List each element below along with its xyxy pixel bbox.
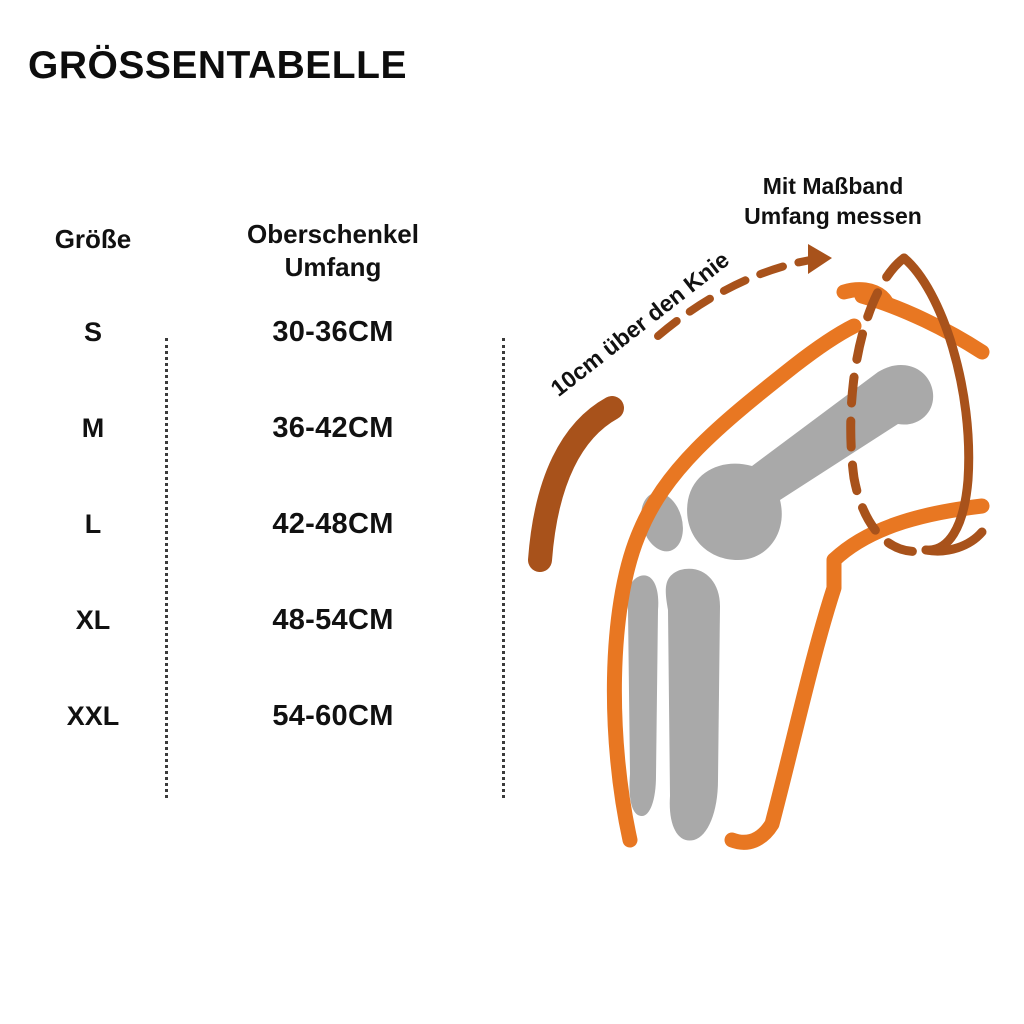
brace-upper-back [862,296,982,352]
table-row [18,381,498,477]
arrow-head-icon [808,244,832,274]
table-separator-right [502,338,505,798]
cell-circumference: 54-60CM [272,700,394,733]
cell-size: XL [75,605,111,636]
fibula-bone [628,575,659,816]
note-measure-line1: Mit Maßband [762,173,904,199]
table-separator-left [165,338,168,798]
column-header-circumference-line1: Oberschenkel [247,219,419,249]
cell-circumference: 48-54CM [272,604,394,637]
brace-back-edge [732,506,982,842]
note-measure-with-tape [688,172,978,232]
cell-size: L [84,509,102,540]
cell-size: XXL [66,701,120,732]
cell-size: S [83,317,102,348]
page-title: GRÖSSENTABELLE [28,44,407,87]
table-header-row [18,218,498,285]
cell-circumference: 42-48CM [272,508,394,541]
size-table [18,218,498,765]
tibia-bone [666,569,720,841]
cell-circumference: 36-42CM [272,412,394,445]
column-header-size: Größe [54,224,132,254]
column-header-circumference-line2: Umfang [284,252,382,283]
cell-circumference: 30-36CM [272,316,394,349]
note-measure-line2: Umfang messen [744,202,922,229]
column-header-circumference [168,218,498,285]
knee-brace-outline [614,290,982,843]
table-row [18,573,498,669]
note-above-knee: 10cm über den Knie [545,246,734,402]
table-row [18,669,498,765]
arrow-curve-left [540,408,612,560]
table-row [18,285,498,381]
brace-mid-strap [758,564,886,578]
table-row [18,477,498,573]
leg-bones-illustration [512,140,1024,880]
cell-size: M [81,413,105,444]
